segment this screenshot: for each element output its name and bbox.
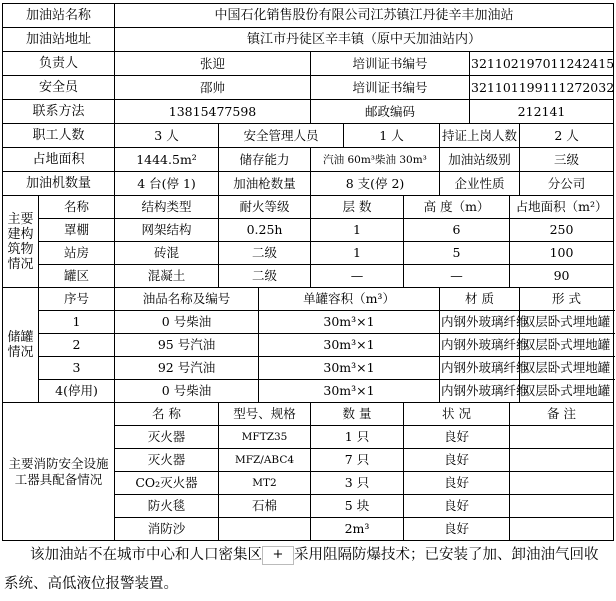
station-grade-label: 加油站级别	[440, 148, 520, 172]
building-floors: —	[311, 265, 404, 288]
tank-product: 0 号柴油	[115, 311, 259, 334]
postcode-label: 邮政编码	[311, 100, 470, 124]
manager-cert-value: 321102197011242415	[470, 52, 614, 76]
tank-material: 内钢外玻璃纤维	[440, 357, 520, 380]
buildings-header-height: 高 度（m）	[404, 196, 510, 219]
note-part-1: 该加油站不在城市中心和人口密集区	[30, 547, 262, 563]
safety-staff-label: 安全管理人员	[219, 124, 344, 148]
gas-station-info-table	[2, 3, 614, 541]
tank-type: 双层卧式埋地罐	[520, 334, 614, 357]
contact-label: 联系方法	[3, 100, 115, 124]
contact-value: 13815477598	[115, 100, 311, 124]
tank-material: 内钢外玻璃纤维	[440, 334, 520, 357]
fire-equipment-model: MFZ/ABC4	[219, 449, 311, 472]
table-row	[3, 334, 614, 357]
row-contact	[3, 100, 614, 124]
buildings-header-fire-rating: 耐火等级	[219, 196, 311, 219]
manager-label: 负责人	[3, 52, 115, 76]
fire-equipment-condition: 良好	[404, 449, 510, 472]
fire-equipment-name: 灭火器	[115, 449, 219, 472]
nozzle-count-label: 加油枪数量	[219, 172, 311, 196]
note-part-2: 采用阻隔防爆技术；已安装了加、卸油油气回收系统、高低液位报警装置。	[4, 547, 599, 592]
fire-equipment-model: 石棉	[219, 495, 311, 518]
staff-count-label: 职工人数	[3, 124, 115, 148]
fire-equipment-name: 灭火器	[115, 426, 219, 449]
dispenser-count-label: 加油机数量	[3, 172, 115, 196]
storage-capacity-label: 储存能力	[219, 148, 311, 172]
fire-equipment-remarks	[510, 426, 614, 449]
building-name: 罩棚	[39, 219, 115, 242]
fire-equipment-name: CO₂灭火器	[115, 472, 219, 495]
closing-note	[4, 541, 610, 599]
fire-header-model: 型号、规格	[219, 403, 311, 426]
fire-equipment-quantity: 1 只	[311, 426, 404, 449]
safety-staff-value: 1 人	[344, 124, 440, 148]
building-area: 90	[510, 265, 614, 288]
row-station-name	[3, 4, 614, 28]
tank-material: 内钢外玻璃纤维	[440, 311, 520, 334]
table-row	[3, 357, 614, 380]
building-structure: 网架结构	[115, 219, 219, 242]
tanks-header-product: 油品名称及编号	[115, 288, 259, 311]
row-safety-officer	[3, 76, 614, 100]
table-row	[3, 219, 614, 242]
tanks-header-number: 序号	[39, 288, 115, 311]
fire-equipment-remarks	[510, 495, 614, 518]
certified-staff-label: 持证上岗人数	[440, 124, 520, 148]
fire-header-remarks: 备 注	[510, 403, 614, 426]
station-name-value: 中国石化销售股份有限公司江苏镇江丹徒辛丰加油站	[115, 4, 614, 28]
fire-equipment-remarks	[510, 472, 614, 495]
fire-equipment-name: 消防沙	[115, 518, 219, 541]
enterprise-nature-value: 分公司	[520, 172, 614, 196]
fire-equipment-condition: 良好	[404, 472, 510, 495]
buildings-header-row	[3, 196, 614, 219]
tanks-header-type: 形 式	[520, 288, 614, 311]
building-height: —	[404, 265, 510, 288]
tank-volume: 30m³×1	[259, 334, 440, 357]
safety-officer-label: 安全员	[3, 76, 115, 100]
building-floors: 1	[311, 219, 404, 242]
tanks-header-material: 材 质	[440, 288, 520, 311]
buildings-header-structure: 结构类型	[115, 196, 219, 219]
buildings-section-label: 主要建构筑物情况	[3, 196, 39, 288]
safety-cert-value: 321101199111272032	[470, 76, 614, 100]
tank-number: 2	[39, 334, 115, 357]
manager-value: 张迎	[115, 52, 311, 76]
tank-type: 双层卧式埋地罐	[520, 357, 614, 380]
building-fire-rating: 二级	[219, 265, 311, 288]
fire-equipment-quantity: 7 只	[311, 449, 404, 472]
station-grade-value: 三级	[520, 148, 614, 172]
fire-header-condition: 状 况	[404, 403, 510, 426]
fire-header-row	[3, 403, 614, 426]
tank-product: 0 号柴油	[115, 380, 259, 403]
tank-type: 双层卧式埋地罐	[520, 311, 614, 334]
building-structure: 砖混	[115, 242, 219, 265]
tank-number: 4(停用)	[39, 380, 115, 403]
building-name: 站房	[39, 242, 115, 265]
row-manager	[3, 52, 614, 76]
building-height: 6	[404, 219, 510, 242]
tanks-header-volume: 单罐容积（m³）	[259, 288, 440, 311]
tank-volume: 30m³×1	[259, 357, 440, 380]
row-staff	[3, 124, 614, 148]
tank-number: 1	[39, 311, 115, 334]
station-name-label: 加油站名称	[3, 4, 115, 28]
nozzle-count-value: 8 支(停 2)	[311, 172, 440, 196]
row-station-address	[3, 28, 614, 52]
tank-volume: 30m³×1	[259, 311, 440, 334]
buildings-header-name: 名称	[39, 196, 115, 219]
tanks-section-label: 储罐情况	[3, 288, 39, 403]
building-area: 100	[510, 242, 614, 265]
land-area-label: 占地面积	[3, 148, 115, 172]
storage-capacity-value: 汽油 60m³柴油 30m³	[311, 148, 440, 172]
fire-equipment-remarks	[510, 518, 614, 541]
tanks-header-row	[3, 288, 614, 311]
fire-equipment-model: MFTZ35	[219, 426, 311, 449]
building-floors: 1	[311, 242, 404, 265]
building-structure: 混凝土	[115, 265, 219, 288]
dispenser-count-value: 4 台(停 1)	[115, 172, 219, 196]
tank-volume: 30m³×1	[259, 380, 440, 403]
enterprise-nature-label: 企业性质	[440, 172, 520, 196]
fire-equipment-model: MT2	[219, 472, 311, 495]
tank-product: 92 号汽油	[115, 357, 259, 380]
fire-section-label: 主要消防安全设施工器具配备情况	[3, 403, 115, 541]
manager-cert-label: 培训证书编号	[311, 52, 470, 76]
fire-equipment-condition: 良好	[404, 518, 510, 541]
building-fire-rating: 二级	[219, 242, 311, 265]
tank-type: 双层卧式埋地罐	[520, 380, 614, 403]
building-height: 5	[404, 242, 510, 265]
tank-material: 内钢外玻璃纤维	[440, 380, 520, 403]
tank-number: 3	[39, 357, 115, 380]
fire-equipment-remarks	[510, 449, 614, 472]
land-area-value: 1444.5m²	[115, 148, 219, 172]
table-row	[3, 242, 614, 265]
building-fire-rating: 0.25h	[219, 219, 311, 242]
fire-equipment-quantity: 2m³	[311, 518, 404, 541]
certified-staff-value: 2 人	[520, 124, 614, 148]
building-area: 250	[510, 219, 614, 242]
fire-header-name: 名 称	[115, 403, 219, 426]
fire-header-quantity: 数 量	[311, 403, 404, 426]
tank-product: 95 号汽油	[115, 334, 259, 357]
row-area-storage	[3, 148, 614, 172]
table-row	[3, 380, 614, 403]
staff-count-value: 3 人	[115, 124, 219, 148]
buildings-header-area: 占地面积（m²）	[510, 196, 614, 219]
postcode-value: 212141	[470, 100, 614, 124]
building-name: 罐区	[39, 265, 115, 288]
table-row	[3, 265, 614, 288]
safety-cert-label: 培训证书编号	[311, 76, 470, 100]
fire-equipment-name: 防火毯	[115, 495, 219, 518]
fire-equipment-model	[219, 518, 311, 541]
safety-officer-value: 邵帅	[115, 76, 311, 100]
fire-equipment-condition: 良好	[404, 426, 510, 449]
table-row	[3, 311, 614, 334]
station-address-label: 加油站地址	[3, 28, 115, 52]
row-dispensers	[3, 172, 614, 196]
station-address-value: 镇江市丹徒区辛丰镇（原中天加油站内）	[115, 28, 614, 52]
buildings-header-floors: 层 数	[311, 196, 404, 219]
fire-equipment-quantity: 5 块	[311, 495, 404, 518]
fire-equipment-quantity: 3 只	[311, 472, 404, 495]
fire-equipment-condition: 良好	[404, 495, 510, 518]
plus-marker: +	[262, 546, 294, 565]
